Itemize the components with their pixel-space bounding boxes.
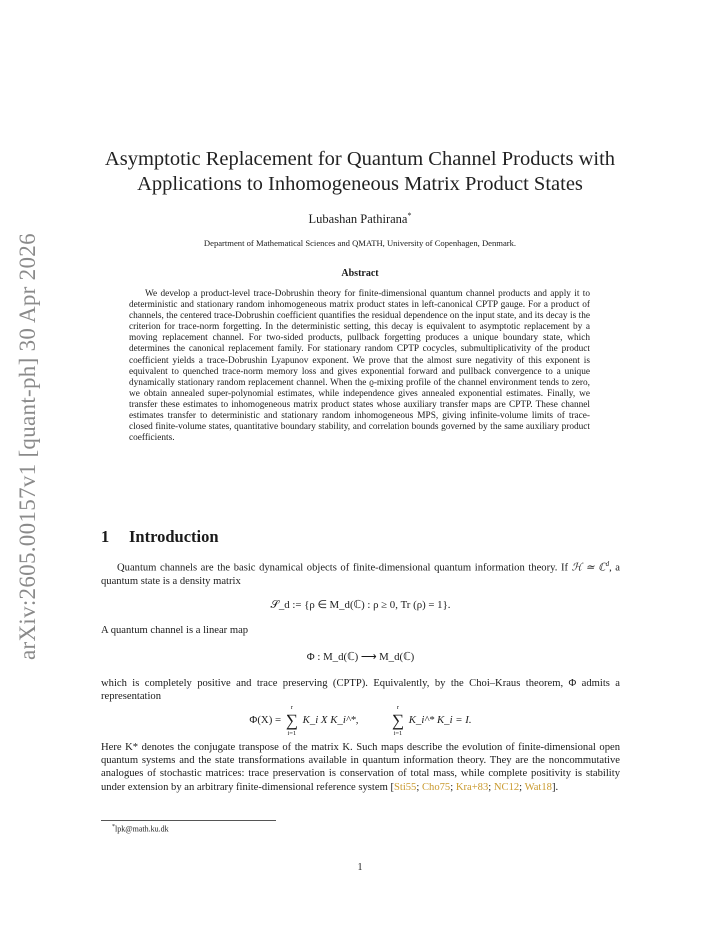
footnote-divider — [101, 820, 276, 821]
p1-math: ℋ ≃ ℂ — [571, 562, 606, 574]
citation-link[interactable]: Sti55 — [393, 781, 417, 793]
abstract-heading: Abstract — [341, 268, 379, 279]
sum-upper-1: r — [290, 704, 293, 711]
section-heading — [101, 527, 219, 547]
affiliation: Department of Mathematical Sciences and QMATH, University of Copenhagen, Denmark. — [203, 238, 517, 248]
author-footnote-mark: * — [407, 211, 412, 220]
equation-states: 𝒮_d := {ρ ∈ M_d(ℂ) : ρ ≥ 0, Tr (ρ) = 1}. — [270, 599, 451, 611]
p1-text-a: Quantum channels are the basic dynamical objects of finite-dimensional quantum information theory. If — [117, 562, 572, 574]
p4-text-a: Here K* denotes the conjugate transpose of the matrix K. Such maps describe the evolution of finite-dimensional open quantum systems and the state transformations available in quantum information theory. They are the noncommutative analogues of stochastic matrices: trace preservation is conservation of total mass, while complete positivity is stability under extension by an arbitrary finite-dimensional reference system [ — [101, 742, 620, 793]
p1-text-b: , a quantum state is a density matrix — [101, 562, 621, 587]
paragraph-1 — [101, 558, 620, 588]
equation-kraus — [101, 703, 620, 738]
citation-link[interactable]: NC12 — [493, 781, 520, 793]
citation-link[interactable]: Cho75 — [421, 781, 451, 793]
title-line-1: Asymptotic Replacement for Quantum Channel Products with — [104, 148, 616, 170]
p4-text-b: ]. — [551, 781, 559, 793]
p1-math-sup: d — [605, 560, 610, 568]
author — [80, 211, 640, 227]
citation-link[interactable]: Kra+83 — [455, 781, 489, 793]
section-number: 1 — [101, 527, 110, 546]
paper-title — [80, 147, 640, 197]
sum-upper-2: r — [396, 704, 400, 711]
sum-lower-1: i=1 — [287, 730, 297, 737]
paragraph-2: A quantum channel is a linear map — [101, 625, 249, 636]
equation-channel-map: Φ : M_d(ℂ) ⟶ M_d(ℂ) — [306, 651, 415, 663]
footnote-email: lpk@math.ku.dk — [115, 824, 169, 834]
footnote — [112, 824, 169, 834]
footnote-mark: * — [112, 824, 115, 830]
sum-symbol-1: r ∑ i=1 — [285, 704, 298, 737]
section-title: Introduction — [129, 527, 219, 546]
title-line-2: Applications to Inhomogeneous Matrix Product States — [137, 173, 583, 195]
paragraph-3: which is completely positive and trace preserving (CPTP). Equivalently, by the Choi–Kraus theorem, Φ admits a representation — [101, 678, 620, 703]
eq3-right-term: K_i^* K_i = I. — [408, 713, 472, 726]
eq3-left-term: K_i X K_i^*, — [302, 713, 359, 726]
abstract-text: We develop a product-level trace-Dobrushin theory for finite-dimensional quantum channel products and apply it to deterministic and stationary random inhomogeneous matrix product states in left-canonical CPTP gauge. For a product of channels, the centered trace-Dobrushin coefficient quantifies the residual dependence on the input state, and its decay is the criterion for trace-norm forgetting. In the deterministic setting, this decay is equivalent to asymptotic replacement by a moving replacement channel. For two-sided products, pullback forgetting produces a unique boundary state, which determines the canonical replacement family. For stationary random CPTP cocycles, submultiplicativity of the product coefficient yields a trace-Dobrushin Lyapunov exponent. We prove that the almost sure negativity of this exponent is equivalent to quenched trace-norm memory loss and gives exponential forward and pullback convergence to a unique dynamically stationary random replacement channel. When the ϱ-mixing profile of the channel environment tends to zero, we obtain annealed super-polynomial estimates, while independence gives annealed exponential estimates. Finally, we transfer these estimates to inhomogeneous matrix product states whose auxiliary transfer maps are CPTP. These channel estimates transfer to deterministic and stationary random inhomogeneous MPS, giving infinite-volume limits of trace-closed finite-volume states, quantitative boundary stability, and correlation bounds governed by the same auxiliary product coefficients. — [129, 289, 590, 444]
sum-symbol-2: r ∑ i=1 — [391, 704, 405, 737]
paragraph-4: Here K* denotes the conjugate transpose of the matrix K. Such maps describe the evolution of finite-dimensional open quantum systems and the state transformations available in quantum information theory. They are the noncommutative analogues of stochastic matrices: trace preservation is conservation of total mass, while complete positivity is stability under extension by an arbitrary finite-dimensional reference system [Sti55; Cho75; Kra+83; NC12; Wat18]. — [101, 742, 620, 793]
arxiv-identifier: arXiv:2605.00157v1 [quant-ph] 30 Apr 2026 — [15, 233, 40, 660]
eq3-left: Φ(X) = — [249, 713, 284, 726]
citation-link[interactable]: Wat18 — [524, 781, 552, 793]
author-name: Lubashan Pathirana — [308, 212, 408, 227]
page-number: 1 — [357, 862, 363, 873]
sum-lower-2: i=1 — [393, 730, 403, 737]
